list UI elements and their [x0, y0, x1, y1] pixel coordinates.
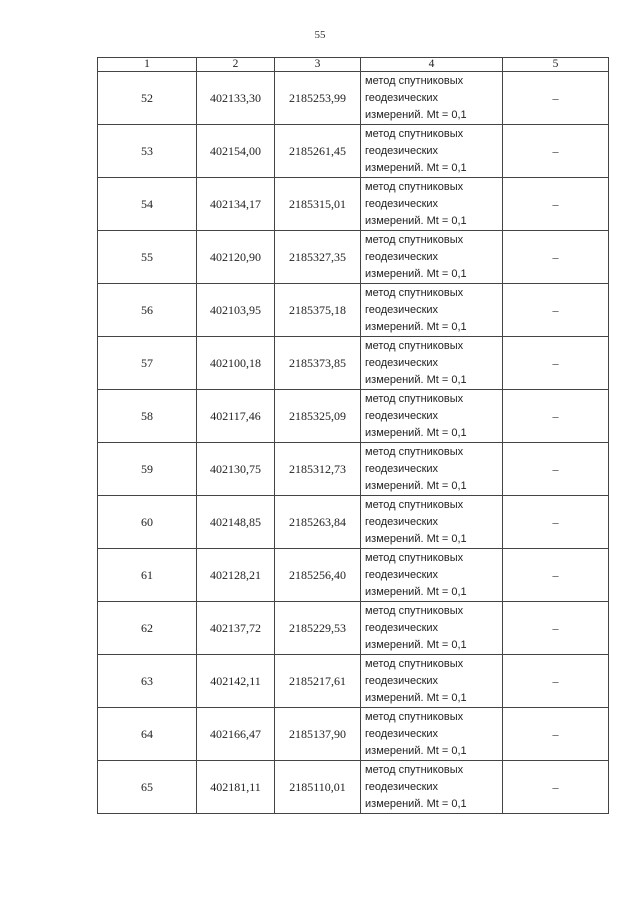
point-number-cell: 59	[98, 443, 197, 496]
y-coordinate-cell: 2185325,09	[275, 390, 361, 443]
table-body	[98, 72, 609, 814]
method-cell	[361, 602, 503, 655]
method-cell	[361, 72, 503, 125]
table-row	[98, 443, 609, 496]
method-text-line: измерений. Mt = 0,1	[365, 108, 467, 121]
method-cell	[361, 761, 503, 814]
note-cell: –	[503, 761, 609, 814]
method-cell	[361, 125, 503, 178]
x-coordinate-cell: 402120,90	[197, 231, 275, 284]
method-text-line: метод спутниковых	[365, 657, 464, 670]
method-text-line: геодезических	[365, 144, 439, 157]
point-number-cell: 56	[98, 284, 197, 337]
method-text-line: измерений. Mt = 0,1	[365, 161, 467, 174]
table-row	[98, 602, 609, 655]
table-row	[98, 708, 609, 761]
method-text-line: метод спутниковых	[365, 445, 464, 458]
method-text-line: измерений. Mt = 0,1	[365, 426, 467, 439]
table-header	[98, 58, 609, 72]
table-row	[98, 496, 609, 549]
point-number-cell: 52	[98, 72, 197, 125]
y-coordinate-cell: 2185373,85	[275, 337, 361, 390]
y-coordinate-cell: 2185253,99	[275, 72, 361, 125]
note-cell: –	[503, 708, 609, 761]
note-cell: –	[503, 390, 609, 443]
method-text-line: геодезических	[365, 621, 439, 634]
method-text-line: метод спутниковых	[365, 710, 464, 723]
method-text-line: измерений. Mt = 0,1	[365, 797, 467, 810]
x-coordinate-cell: 402100,18	[197, 337, 275, 390]
method-cell	[361, 284, 503, 337]
method-text-line: геодезических	[365, 91, 439, 104]
point-number-cell: 53	[98, 125, 197, 178]
y-coordinate-cell: 2185217,61	[275, 655, 361, 708]
point-number-cell: 57	[98, 337, 197, 390]
method-text-line: геодезических	[365, 568, 439, 581]
point-number-cell: 65	[98, 761, 197, 814]
x-coordinate-cell: 402154,00	[197, 125, 275, 178]
method-cell	[361, 708, 503, 761]
y-coordinate-cell: 2185315,01	[275, 178, 361, 231]
point-number-cell: 63	[98, 655, 197, 708]
table-row	[98, 284, 609, 337]
method-cell	[361, 443, 503, 496]
y-coordinate-cell: 2185312,73	[275, 443, 361, 496]
table-row	[98, 549, 609, 602]
column-header-3: 3	[275, 58, 361, 72]
table-row	[98, 337, 609, 390]
method-text-line: измерений. Mt = 0,1	[365, 320, 467, 333]
point-number-cell: 60	[98, 496, 197, 549]
method-text-line: геодезических	[365, 515, 439, 528]
table-row	[98, 231, 609, 284]
table-row	[98, 72, 609, 125]
header-row	[98, 58, 609, 72]
column-header-2: 2	[197, 58, 275, 72]
method-text-line: геодезических	[365, 462, 439, 475]
note-cell: –	[503, 72, 609, 125]
method-text-line: геодезических	[365, 409, 439, 422]
note-cell: –	[503, 602, 609, 655]
method-text-line: измерений. Mt = 0,1	[365, 214, 467, 227]
point-number-cell: 58	[98, 390, 197, 443]
y-coordinate-cell: 2185263,84	[275, 496, 361, 549]
x-coordinate-cell: 402103,95	[197, 284, 275, 337]
method-text-line: геодезических	[365, 303, 439, 316]
y-coordinate-cell: 2185229,53	[275, 602, 361, 655]
method-cell	[361, 178, 503, 231]
method-text-line: измерений. Mt = 0,1	[365, 479, 467, 492]
method-text-line: метод спутниковых	[365, 339, 464, 352]
method-text-line: метод спутниковых	[365, 286, 464, 299]
method-cell	[361, 231, 503, 284]
method-text-line: измерений. Mt = 0,1	[365, 638, 467, 651]
method-text-line: метод спутниковых	[365, 127, 464, 140]
x-coordinate-cell: 402142,11	[197, 655, 275, 708]
point-number-cell: 55	[98, 231, 197, 284]
method-text-line: измерений. Mt = 0,1	[365, 267, 467, 280]
method-text-line: геодезических	[365, 197, 439, 210]
y-coordinate-cell: 2185137,90	[275, 708, 361, 761]
table-row	[98, 655, 609, 708]
point-number-cell: 54	[98, 178, 197, 231]
method-text-line: метод спутниковых	[365, 763, 464, 776]
note-cell: –	[503, 337, 609, 390]
method-text-line: измерений. Mt = 0,1	[365, 373, 467, 386]
method-text-line: метод спутниковых	[365, 551, 464, 564]
point-number-cell: 62	[98, 602, 197, 655]
method-text-line: геодезических	[365, 727, 439, 740]
note-cell: –	[503, 178, 609, 231]
note-cell: –	[503, 231, 609, 284]
x-coordinate-cell: 402137,72	[197, 602, 275, 655]
y-coordinate-cell: 2185261,45	[275, 125, 361, 178]
method-text-line: геодезических	[365, 250, 439, 263]
method-cell	[361, 655, 503, 708]
column-header-1: 1	[98, 58, 197, 72]
method-cell	[361, 549, 503, 602]
table-row	[98, 390, 609, 443]
note-cell: –	[503, 655, 609, 708]
method-text-line: геодезических	[365, 356, 439, 369]
column-header-4: 4	[361, 58, 503, 72]
table-row	[98, 178, 609, 231]
note-cell: –	[503, 284, 609, 337]
x-coordinate-cell: 402128,21	[197, 549, 275, 602]
point-number-cell: 64	[98, 708, 197, 761]
table-row	[98, 125, 609, 178]
x-coordinate-cell: 402117,46	[197, 390, 275, 443]
method-cell	[361, 337, 503, 390]
note-cell: –	[503, 496, 609, 549]
x-coordinate-cell: 402148,85	[197, 496, 275, 549]
method-text-line: геодезических	[365, 780, 439, 793]
note-cell: –	[503, 549, 609, 602]
column-header-5: 5	[503, 58, 609, 72]
point-number-cell: 61	[98, 549, 197, 602]
method-text-line: измерений. Mt = 0,1	[365, 585, 467, 598]
y-coordinate-cell: 2185327,35	[275, 231, 361, 284]
method-text-line: метод спутниковых	[365, 498, 464, 511]
method-text-line: измерений. Mt = 0,1	[365, 532, 467, 545]
method-text-line: метод спутниковых	[365, 233, 464, 246]
x-coordinate-cell: 402133,30	[197, 72, 275, 125]
method-text-line: измерений. Mt = 0,1	[365, 691, 467, 704]
x-coordinate-cell: 402166,47	[197, 708, 275, 761]
method-text-line: измерений. Mt = 0,1	[365, 744, 467, 757]
y-coordinate-cell: 2185375,18	[275, 284, 361, 337]
method-text-line: геодезических	[365, 674, 439, 687]
method-cell	[361, 496, 503, 549]
note-cell: –	[503, 443, 609, 496]
method-text-line: метод спутниковых	[365, 392, 464, 405]
method-text-line: метод спутниковых	[365, 74, 464, 87]
y-coordinate-cell: 2185256,40	[275, 549, 361, 602]
coordinates-table	[97, 57, 609, 814]
table-row	[98, 761, 609, 814]
method-text-line: метод спутниковых	[365, 180, 464, 193]
page-number: 55	[314, 29, 326, 41]
method-text-line: метод спутниковых	[365, 604, 464, 617]
note-cell: –	[503, 125, 609, 178]
x-coordinate-cell: 402181,11	[197, 761, 275, 814]
x-coordinate-cell: 402130,75	[197, 443, 275, 496]
y-coordinate-cell: 2185110,01	[275, 761, 361, 814]
x-coordinate-cell: 402134,17	[197, 178, 275, 231]
method-cell	[361, 390, 503, 443]
